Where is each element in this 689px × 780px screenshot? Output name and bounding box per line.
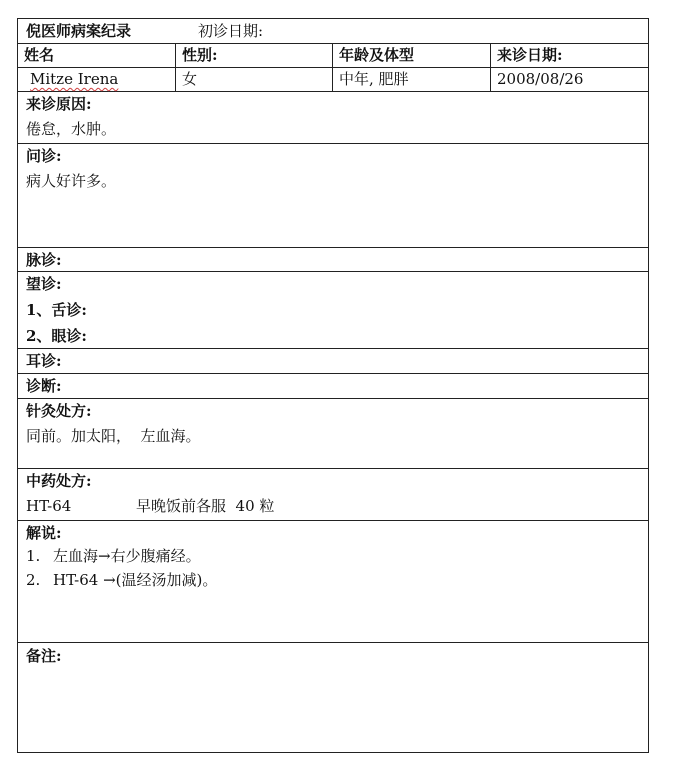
explanation-item-number: 2. [26, 571, 41, 589]
explanation-item-text: 左血海→右少腹痛经。 [53, 547, 201, 565]
reason-label: 来诊原因: [26, 95, 92, 113]
eye-diagnosis-label: 2、眼诊: [26, 327, 87, 345]
acupuncture-text: 同前。加太阳， 左血海。 [26, 427, 201, 445]
acupuncture-section [18, 399, 648, 469]
record-title: 倪医师病案纪录 [26, 22, 132, 40]
acupuncture-label: 针灸处方: [26, 402, 92, 420]
pulse-section [18, 248, 648, 272]
name-header: 姓名 [24, 46, 55, 64]
inquiry-section [18, 144, 648, 248]
patient-name: Mitze Irena [30, 70, 119, 88]
name-header-cell [18, 44, 176, 67]
visit-date-value-cell [491, 68, 648, 91]
name-value-cell [18, 68, 176, 91]
explanation-item-text: HT-64 →(温经汤加减)。 [53, 571, 218, 589]
explanation-label: 解说: [26, 524, 62, 542]
age-build-value-cell [333, 68, 491, 91]
explanation-section [18, 521, 648, 643]
ear-label: 耳诊: [26, 352, 62, 370]
age-build-header-cell [333, 44, 491, 67]
remarks-label: 备注: [26, 647, 62, 665]
patient-header-row [18, 44, 648, 68]
patient-value-row [18, 68, 648, 92]
age-build-header: 年龄及体型 [339, 46, 415, 64]
herbal-section [18, 469, 648, 521]
first-visit-date-label: 初诊日期: [198, 22, 264, 40]
herbal-formula: HT-64 [26, 497, 72, 515]
diagnosis-section [18, 374, 648, 399]
patient-sex: 女 [182, 70, 198, 88]
visit-date-header: 来诊日期: [497, 46, 563, 64]
inquiry-label: 问诊: [26, 147, 62, 165]
tongue-diagnosis-label: 1、舌诊: [26, 301, 87, 319]
visit-date-header-cell [491, 44, 648, 67]
explanation-item-number: 1. [26, 547, 41, 565]
remarks-section [18, 643, 648, 752]
diagnosis-label: 诊断: [26, 377, 62, 395]
observation-section [18, 272, 648, 349]
sex-header-cell [176, 44, 333, 67]
sex-value-cell [176, 68, 333, 91]
medical-record-form [17, 18, 649, 753]
herbal-instruction: 早晚饭前各服 40 粒 [136, 497, 275, 515]
inquiry-text: 病人好许多。 [26, 172, 117, 190]
patient-age-build: 中年, 肥胖 [339, 70, 409, 88]
sex-header: 性别: [182, 46, 218, 64]
title-row [18, 19, 648, 44]
ear-section [18, 349, 648, 374]
observation-label: 望诊: [26, 275, 62, 293]
visit-date: 2008/08/26 [497, 70, 584, 88]
herbal-label: 中药处方: [26, 472, 92, 490]
pulse-label: 脉诊: [26, 251, 62, 269]
reason-text: 倦怠，水肿。 [26, 120, 117, 138]
reason-section [18, 92, 648, 144]
